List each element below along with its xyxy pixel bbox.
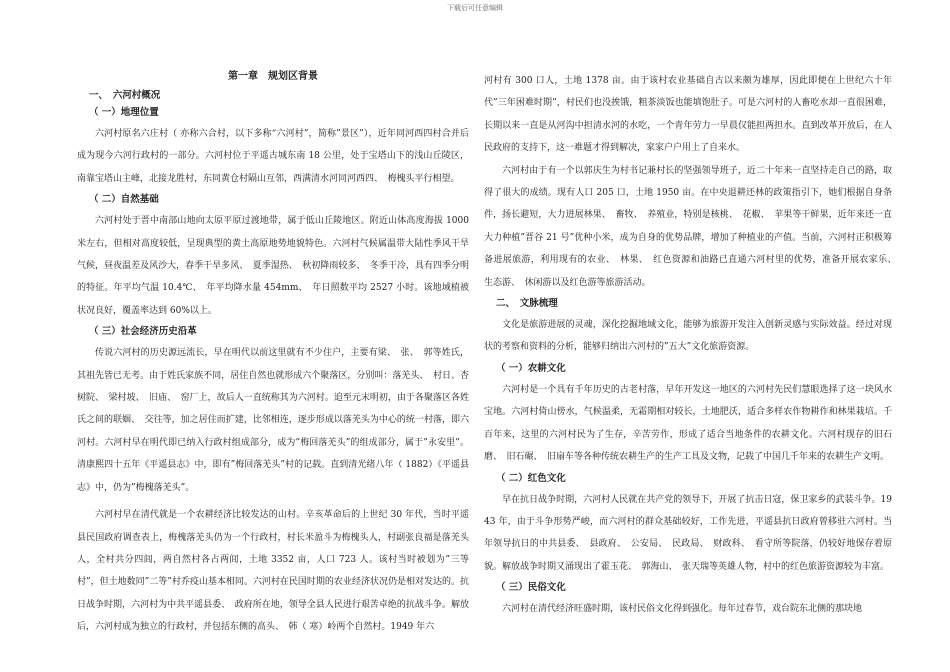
paragraph-village-development: 六河村由于有一个以郭庆生为村书记兼村长的坚强领导班子，近二十年来一直坚持走自己的路，取得了很大的成绩。现有人口 205 口，土地 1950 亩。在中央退耕还林的政策指引下，她们根据自身条件，扬长避短，大力进展林果、 畜牧、 养殖业，特别是核桃、 花椒、 苹果等干鲜果，近年来还一直大力种植”晋谷 21 号”优种小米，成为自身的优势品牌，增加了种植业的产值。当前，六河村正积极筹备进展旅游，利用现有的农业、 林果、 红色资源和油路已直通六河村里的优势，准备开展农家乐、 生态游、 休闲游以及红色游等旅游活动。 bbox=[484, 165, 902, 288]
paragraph-history-1: 传说六河村的历史源远流长，早在明代以前这里就有不少住户，主要有梁、 张、 郭等姓氏，其祖先皆已无考。由于姓氏家族不同，居住自然也就形成六个聚落区，分别叫：落羌头、 村日、杏树院、 梁村坡、 旧庙、 窑厂上，故后人一直统称其为六河村。追至元末明初，由于各聚落区各姓氏之间的联姻、 交往等，加之居住而扩建，比邻相连，逐步形成以落羌头为中心的统一村落，即六河村。六河村早在明代即已纳入行政村组成部分，成为”梅回落羌头”的组成部分，属于”永安里”。清康熙四十五年《平遥县志》中，即有”梅回落羌头”村的记载。直到清光绪八年（ 1882）《平遥县志》中，仍为”梅槐落羌头”。 bbox=[77, 348, 469, 493]
chapter-title: 第一章 规划区背景 bbox=[228, 71, 318, 82]
subheading-farming-culture: （ 一）农耕文化 bbox=[496, 362, 566, 374]
subheading-location: （ 一）地理位置 bbox=[89, 107, 159, 118]
paragraph-location: 六河村原名六庄村（ 亦称六合村，以下多称“六河村”，简称”景区”），近年同河西四村合并后成为现今六河行政村的一部分。六河村位于平遥古城东南 18 公里，处于宝塔山下的浅山丘陵区，南靠宝塔山主峰，北接龙胜村，东同黄仓村隔山互邻，西满清水河同河西四、 梅槐头平行相望。 bbox=[77, 129, 469, 184]
section-heading-overview: 一、 六河村概况 bbox=[89, 90, 161, 101]
paragraph-farming-culture: 六河村是一个具有千年历史的古老村落，早年开发这一地区的六河村先民们慧眼选择了这一块风水宝地。六河村倚山傍水，气候温柔，无霜期相对较长，土地肥沃，适合多样农作物耕作和林果栽培。千百年来，这里的六河村民为了生存，辛苦劳作，形成了适合当地条件的农耕文化。六河村现存的旧石磨、 旧石碾、 旧扇车等各种传统农耕生产的生产工具及文物，记载了中国几千年来的农耕生产文明。 bbox=[484, 384, 892, 463]
subheading-natural-basis: （ 二）自然基础 bbox=[89, 194, 159, 206]
paragraph-folk-culture: 六河村在清代经济旺盛时期，该村民俗文化得到强化。每年过春节，戏台院东北侧的那块地 bbox=[502, 604, 863, 615]
paragraph-history-2: 六河村早在清代就是一个农耕经济比较发达的山村。辛亥革命后的上世纪 30 年代，当时平遥县民国政府调查表上，梅槐落羌头仍为一个行政村，村长米盈斗为梅槐头人，村副张良福是落羌头人，全村共分四闾，两自然村各占两闾，土地 3352 亩，人口 723 人。该村当时被划为”三等村”，但土地数同”二等”村乔疫山基本相同。六河村在民国时期的农业经济状况仍是相对发达的。抗日战争时期，六河村为中共平遥县委、 政府所在地，领导全县人民进行艰苦卓绝的抗战斗争。解放后，六河村成为独立的行政村，并包括东侧的高头、 韩（ 寒）岭两个自然村。1949 年六 bbox=[77, 510, 469, 633]
subheading-folk-culture: （ 三）民俗文化 bbox=[496, 582, 566, 594]
paragraph-red-culture: 早在抗日战争时期，六河村人民就在共产党的领导下，开展了抗击日寇，保卫家乡的武装斗争。1943 年，由于斗争形势严峻，而六河村的群众基础较好，工作先进，平遥县抗日政府曾移驻六河村。当年领导抗日的中共县委、 县政府、 公安局、 民政局、 财政科、 看守所等院落，仍较好地保存着原貌。解放战争时期又涌现出了霍玉花、 郭海山、 张天瑞等英雄人物，村中的红色旅游资源较为丰富。 bbox=[484, 494, 892, 572]
paragraph-continued: 河村有 300 口人，土地 1378 亩。由于该村农业基础自古以来颇为雄厚，因此即便在上世纪六十年代”三年困难时期”，村民们也没挨饿，粗茶淡饭也能填饱肚子。可是六河村的人畜吃水却一直很困难，长期以来一直是从河沟中担清水河的水吃，一个青年劳力一早晨仅能担两担水。直到改革开放后，在人民政府的支持下，这一难题才得到解决，家家户户用上了自来水。 bbox=[484, 76, 892, 154]
watermark-text: 下载后可任意编辑 bbox=[447, 4, 503, 12]
right-column bbox=[484, 70, 902, 621]
section-heading-culture: 二、 文脉梳理 bbox=[496, 298, 558, 310]
left-column bbox=[77, 70, 469, 639]
subheading-history: （ 三）社会经济历史沿革 bbox=[89, 326, 197, 338]
subheading-red-culture: （ 二）红色文化 bbox=[496, 472, 566, 484]
paragraph-natural-basis: 六河村处于晋中南部山地向太原平原过渡地带，属于低山丘陵地区。附近山体高度海拔 1000 米左右，但相对高度较低，呈现典型的黄土高原地势地貌特色。六河村气候属温带大陆性季风干旱气候，昼夜温差及风沙大，春季干旱多风、 夏季湿热、 秋初降雨较多、 冬季干冷，具有四季分明的特征。年平均气温 10.4℃、 年平均降水量 454mm、 年日照数平均 2527 小时。该地域植被状况良好，覆盖率达到 60%以上。 bbox=[77, 216, 469, 316]
paragraph-culture-intro: 文化是旅游进展的灵魂，深化挖掘地域文化，能够为旅游开发注入创新灵感与实际效益。经过对现状的考察和资料的分析，能够归纳出六河村的”五大”文化旅游资源。 bbox=[484, 320, 892, 353]
